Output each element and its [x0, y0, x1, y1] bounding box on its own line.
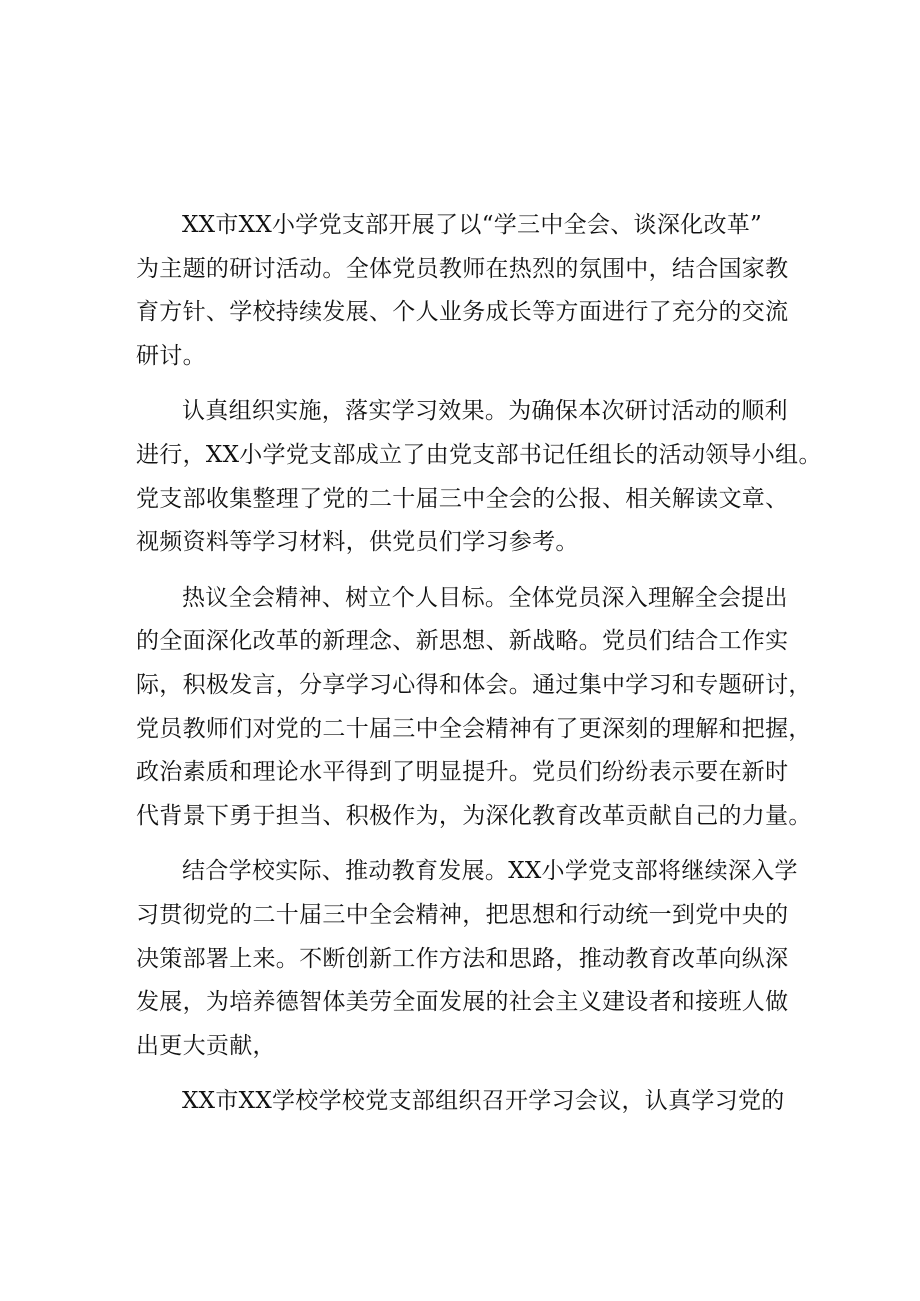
paragraph-line: 视频资料等学习材料，供党员们学习参考。: [136, 529, 579, 556]
paragraph-line: 代背景下勇于担当、积极作为，为深化教育改革贡献自己的力量。: [136, 802, 812, 829]
paragraph-line: 习贯彻党的二十届三中全会精神，把思想和行动统一到党中央的: [136, 901, 789, 928]
paragraph-line: 进行，XX小学党支部成立了由党支部书记任组长的活动领导小组。: [136, 441, 822, 468]
paragraph-line: 热议全会精神、树立个人目标。全体党员深入理解全会提出: [182, 584, 788, 611]
paragraph-line: 决策部署上来。不断创新工作方法和思路，推动教育改革向纵深: [136, 945, 789, 972]
paragraph-line: 结合学校实际、推动教育发展。XX小学党支部将继续深入学: [182, 858, 798, 885]
paragraph-line: 的全面深化改革的新理念、新思想、新战略。党员们结合工作实: [136, 628, 789, 655]
paragraph-1: [136, 204, 804, 378]
paragraph-line: 党支部收集整理了党的二十届三中全会的公报、相关解读文章、: [136, 485, 789, 512]
paragraph-line: 际，积极发言，分享学习心得和体会。通过集中学习和专题研讨，: [136, 671, 812, 698]
paragraph-line: 政治素质和理论水平得到了明显提升。党员们纷纷表示要在新时: [136, 759, 789, 786]
paragraph-line: 育方针、学校持续发展、个人业务成长等方面进行了充分的交流: [136, 299, 789, 326]
paragraph-line: XX市XX学校学校党支部组织召开学习会议，认真学习党的: [182, 1088, 785, 1115]
paragraph-line: 党员教师们对党的二十届三中全会精神有了更深刻的理解和把握，: [136, 715, 812, 742]
paragraph-2: [136, 390, 822, 564]
paragraph-line: 研讨。: [136, 342, 206, 369]
paragraph-line: XX市XX小学党支部开展了以“学三中全会、谈深化改革”: [182, 212, 763, 238]
paragraph-3: [136, 577, 812, 839]
paragraph-5: [136, 1080, 804, 1124]
document-body: [136, 204, 822, 1124]
paragraph-4: [136, 850, 804, 1068]
paragraph-line: 认真组织实施，落实学习效果。为确保本次研讨活动的顺利: [182, 398, 788, 425]
paragraph-line: 出更大贡献，: [136, 1032, 276, 1059]
paragraph-line: 为主题的研讨活动。全体党员教师在热烈的氛围中，结合国家教: [136, 255, 789, 282]
paragraph-line: 发展，为培养德智体美劳全面发展的社会主义建设者和接班人做: [136, 989, 789, 1016]
